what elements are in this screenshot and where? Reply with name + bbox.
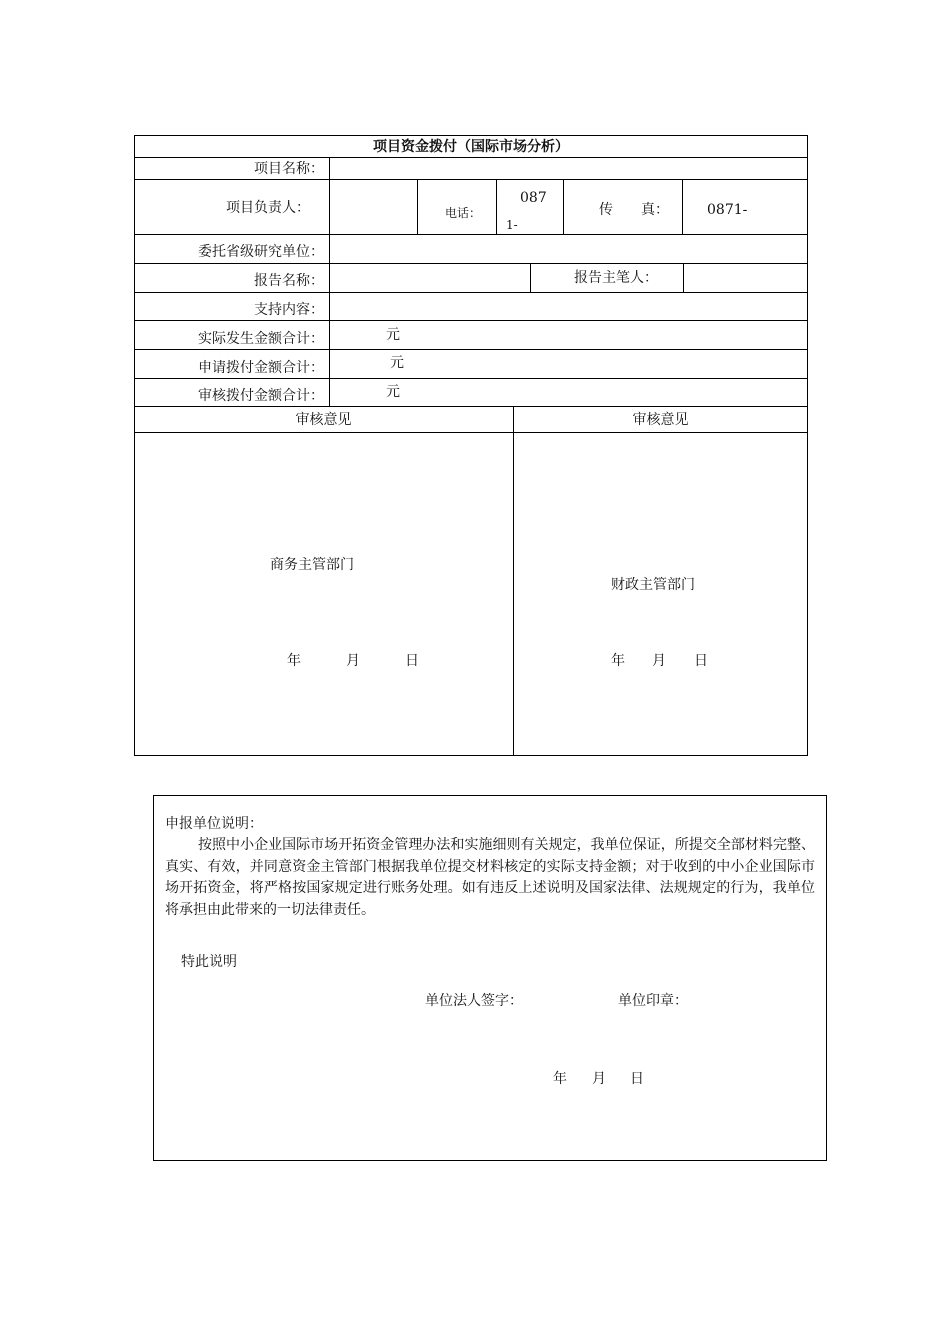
cell-divider	[530, 263, 531, 292]
review-right-header: 审核意见	[632, 412, 689, 428]
entrusted-unit-label: 委托省级研究单位：	[198, 244, 324, 260]
special-note: 特此说明	[181, 954, 237, 970]
fax-label: 传 真：	[599, 202, 669, 218]
cell-divider	[563, 179, 564, 234]
row-divider	[134, 320, 808, 321]
right-date-year: 年	[611, 653, 625, 669]
project-leader-label: 项目负责人：	[226, 200, 310, 216]
cell-divider	[417, 179, 418, 234]
project-name-field[interactable]	[330, 158, 807, 179]
declaration-heading: 申报单位说明：	[165, 816, 263, 832]
project-leader-field[interactable]	[330, 180, 416, 234]
support-content-label: 支持内容：	[254, 302, 324, 318]
review-left-header: 审核意见	[295, 412, 352, 428]
row-divider	[134, 378, 808, 379]
declaration-paragraph: 按照中小企业国际市场开拓资金管理办法和实施细则有关规定，我单位保证，所提交全部材料完整、真实、有效，并同意资金主管部门根据我单位提交材料核定的实际支持金额；对于收到的中小企业国际市场开拓资金，将严格按国家规定进行账务处理。如有违反上述说明及国家法律、法规规定的行为，我单位将承担由此带来的一切法律责任。	[165, 837, 815, 918]
row-divider	[134, 179, 808, 180]
row-divider	[134, 432, 808, 433]
approved-amount-label: 审核拨付金额合计：	[198, 388, 324, 404]
report-name-label: 报告名称：	[254, 273, 324, 289]
report-name-field[interactable]	[330, 264, 529, 292]
phone-value-line2: 1-	[506, 218, 518, 232]
legal-signature-label: 单位法人签字：	[425, 993, 523, 1009]
entrusted-unit-field[interactable]	[330, 235, 807, 263]
left-date-year: 年	[287, 653, 301, 669]
support-content-field[interactable]	[330, 293, 807, 320]
finance-dept-label: 财政主管部门	[611, 577, 695, 593]
applied-amount-unit: 元	[390, 355, 404, 371]
row-divider	[134, 406, 808, 407]
actual-amount-label: 实际发生金额合计：	[198, 331, 324, 347]
declaration-date-month: 月	[592, 1071, 606, 1087]
review-column-divider	[513, 406, 514, 756]
left-date-day: 日	[405, 653, 419, 669]
left-date-month: 月	[346, 653, 360, 669]
cell-divider	[682, 179, 683, 234]
right-date-month: 月	[652, 653, 666, 669]
applied-amount-label: 申请拨付金额合计：	[198, 360, 324, 376]
seal-label: 单位印章：	[618, 993, 688, 1009]
form-title: 项目资金拨付（国际市场分析）	[373, 139, 569, 155]
report-author-label: 报告主笔人：	[574, 270, 658, 286]
approved-amount-unit: 元	[386, 384, 400, 400]
declaration-date-day: 日	[630, 1071, 644, 1087]
row-divider	[134, 349, 808, 350]
report-author-field[interactable]	[684, 264, 807, 292]
fax-value: 0871-	[707, 202, 748, 218]
phone-label: 电话：	[445, 206, 482, 220]
right-date-day: 日	[694, 653, 708, 669]
commerce-dept-label: 商务主管部门	[270, 557, 354, 573]
project-name-label: 项目名称：	[254, 161, 324, 177]
actual-amount-unit: 元	[386, 327, 400, 343]
declaration-date-year: 年	[553, 1071, 567, 1087]
phone-value-line1: 087	[520, 190, 547, 206]
cell-divider	[496, 179, 497, 234]
